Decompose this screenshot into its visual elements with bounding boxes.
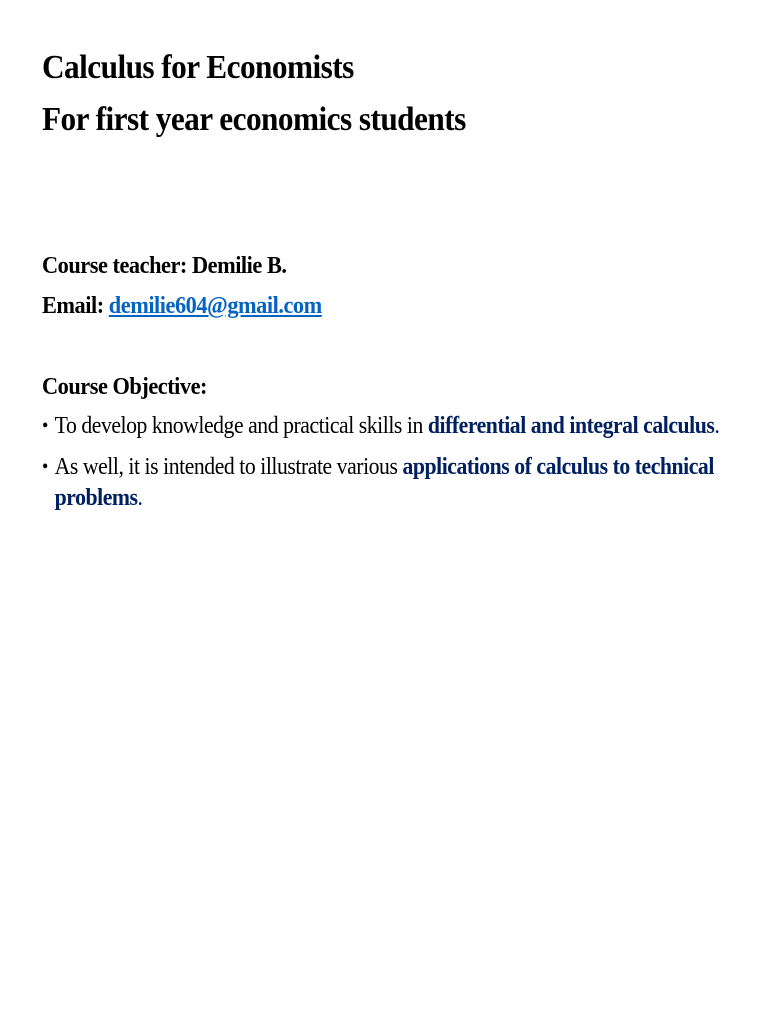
bullet-text: As well, it is intended to illustrate various	[54, 454, 403, 480]
course-info	[42, 250, 322, 330]
title-line-1: Calculus for Economists	[42, 49, 354, 86]
bullet-suffix: .	[714, 413, 720, 439]
list-item	[42, 411, 724, 442]
title-line-2: For first year economics students	[42, 101, 466, 138]
email-line	[42, 290, 322, 330]
bullet-emphasis: differential and integral calculus	[427, 413, 715, 439]
email-link[interactable]: demilie604@gmail.com	[108, 293, 322, 319]
bullet-icon: •	[42, 456, 48, 478]
bullet-emphasis: applications of calculus to technical problems	[54, 454, 714, 511]
objective-list	[42, 411, 742, 514]
bullet-suffix: .	[137, 485, 143, 511]
email-label: Email:	[42, 293, 104, 319]
course-objective	[42, 371, 742, 524]
bullet-text: To develop knowledge and practical skills in	[54, 413, 428, 439]
slide-title	[42, 42, 466, 146]
bullet-icon: •	[42, 415, 48, 437]
list-item	[42, 452, 724, 514]
course-teacher: Course teacher: Demilie B.	[42, 253, 287, 279]
objective-heading: Course Objective:	[42, 374, 208, 400]
